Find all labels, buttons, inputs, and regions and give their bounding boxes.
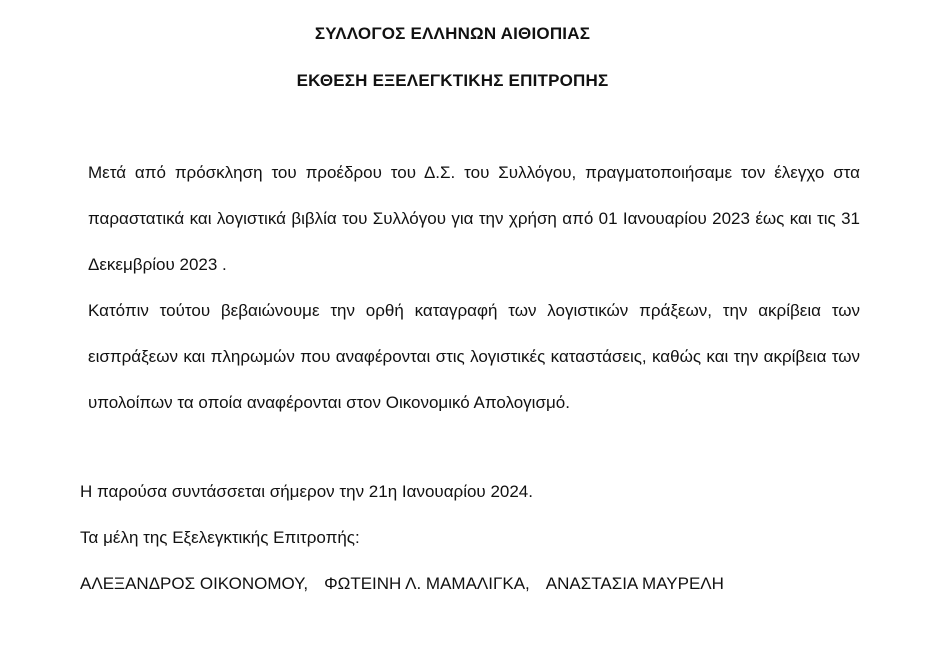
member-name-2: ΦΩΤΕΙΝΗ Λ. ΜΑΜΑΛΙΓΚΑ, xyxy=(324,574,530,593)
body-paragraph-2: Κατόπιν τούτου βεβαιώνουμε την ορθή καταγραφή των λογιστικών πράξεων, την ακρίβεια των εισπράξεων και πληρωμών που αναφέρονται στις λογιστικές καταστάσεις, καθώς και την ακρίβεια των υπολοίπων τα οποία αναφέρονται στον Οικονομικό Απολογισμό. xyxy=(88,301,860,412)
organization-title: ΣΥΛΛΟΓΟΣ ΕΛΛΗΝΩΝ ΑΙΘΙΟΠΙΑΣ xyxy=(314,24,591,43)
member-name-3: ΑΝΑΣΤΑΣΙΑ ΜΑΥΡΕΛΗ xyxy=(545,574,724,593)
report-title: ΕΚΘΕΣΗ ΕΞΕΛΕΓΚΤΙΚΗΣ ΕΠΙΤΡΟΠΗΣ xyxy=(296,71,609,90)
members-list xyxy=(80,574,724,594)
member-name-1: ΑΛΕΞΑΝΔΡΟΣ ΟΙΚΟΝΟΜΟΥ, xyxy=(80,574,309,593)
body-paragraph-1: Μετά από πρόσκληση του προέδρου του Δ.Σ. του Συλλόγου, πραγματοποιήσαμε τον έλεγχο στα παραστατικά και λογιστικά βιβλία του Συλλόγου για την χρήση από 01 Ιανουαρίου 2023 έως και τις 31 Δεκεμβρίου 2023 . xyxy=(88,163,860,274)
members-label: Τα μέλη της Εξελεγκτικής Επιτροπής: xyxy=(80,528,360,547)
date-line: Η παρούσα συντάσσεται σήμερον την 21η Ιανουαρίου 2024. xyxy=(80,482,533,501)
